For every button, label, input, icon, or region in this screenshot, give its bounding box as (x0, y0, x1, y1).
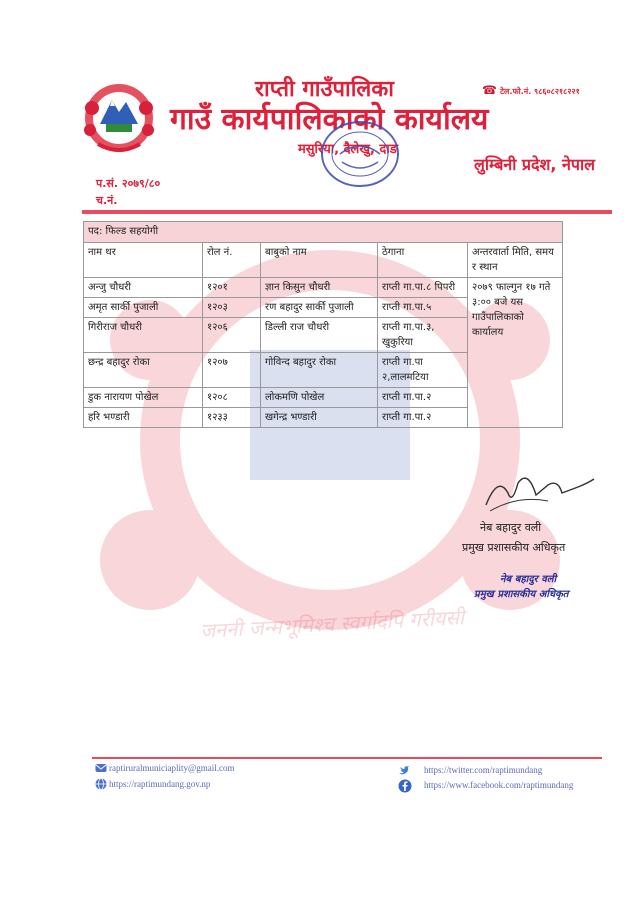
cell-address: राप्ती गा.पा.२ (378, 408, 468, 428)
cell-address: राप्ती गा.पा.३, खुकुरिया (378, 318, 468, 353)
column-header-father: बाबुको नाम (261, 243, 378, 278)
twitter-icon (398, 764, 410, 776)
cell-name: डुक नारायण पोखेल (84, 388, 203, 408)
cell-name: गिरीराज चौधरी (84, 318, 203, 353)
cell-address: राप्ती गा.पा.५ (378, 298, 468, 318)
signatory-name: नेब बहादुर वली (480, 521, 542, 534)
phone-number: टेल.फो.नं. ९८६०८२१८२२१ (500, 87, 580, 96)
cell-father: रण बहादुर सार्की पुजाली (261, 298, 378, 318)
table-row (84, 278, 563, 298)
column-header-name: नाम थर (84, 243, 203, 278)
signatory-title: प्रमुख प्रशासकीय अधिकृत (462, 541, 566, 554)
cell-interview: २०७९ फाल्गुन १७ गते ३:०० बजे यस गाउँपालिकाको कार्यालय (468, 278, 563, 428)
office-title: गाउँ कार्यपालिकाको कार्यालय (170, 102, 489, 137)
email-link[interactable]: raptiruralmuniciaplity@gmail.com (109, 763, 235, 773)
cell-name: छन्द्र बहादुर रोका (84, 353, 203, 388)
reference-number: प.सं. २०७९/८० (96, 177, 161, 190)
signature (478, 465, 598, 515)
stamp-signatory-title: प्रमुख प्रशासकीय अधिकृत (474, 589, 569, 600)
cell-roll: १२०३ (203, 298, 261, 318)
nepal-emblem-logo (78, 78, 160, 154)
footer-divider (92, 757, 602, 759)
cell-father: ज्ञान किसुन चौधरी (261, 278, 378, 298)
cell-father: डिल्ली राज चौधरी (261, 318, 378, 353)
email-icon (95, 762, 107, 774)
cell-address: राप्ती गा.पा.२ (378, 388, 468, 408)
office-address: मसुरिया, दैलेखु, दाङ (298, 142, 398, 157)
column-header-interview: अन्तरवार्ता मिति, समय र स्थान (468, 243, 563, 278)
dispatch-number: च.नं. (96, 194, 118, 207)
cell-name: अन्जु चौधरी (84, 278, 203, 298)
post-row (84, 222, 563, 243)
facebook-link[interactable]: https://www.facebook.com/raptimundang (424, 780, 574, 790)
candidate-table (83, 221, 563, 428)
column-header-roll: रोल नं. (203, 243, 261, 278)
motto-watermark: जननी जन्मभूमिश्च स्वर्गादपि गरीयसी (199, 605, 465, 643)
header-divider (82, 210, 612, 214)
cell-father: गोविन्द बहादुर रोका (261, 353, 378, 388)
office-stamp (318, 118, 402, 190)
cell-roll: १२०६ (203, 318, 261, 353)
post-title: पद: फिल्ड सहयोगी (84, 222, 563, 243)
cell-roll: १२०८ (203, 388, 261, 408)
cell-address: राप्ती गा.पा.८ पिपरी (378, 278, 468, 298)
website-link[interactable]: https://raptimundang.gov.np (109, 779, 211, 789)
column-header-address: ठेगाना (378, 243, 468, 278)
cell-roll: १२३३ (203, 408, 261, 428)
cell-father: खगेन्द्र भण्डारी (261, 408, 378, 428)
cell-roll: १२०७ (203, 353, 261, 388)
cell-father: लोकमणि पोखेल (261, 388, 378, 408)
cell-address: राप्ती गा.पा २,लालमटिया (378, 353, 468, 388)
cell-name: अमृत सार्की पुजाली (84, 298, 203, 318)
province-name: लुम्बिनी प्रदेश, नेपाल (474, 155, 596, 174)
cell-roll: १२०१ (203, 278, 261, 298)
globe-icon (95, 778, 107, 790)
stamp-signatory-name: नेब बहादुर वली (500, 574, 557, 585)
twitter-link[interactable]: https://twitter.com/raptimundang (424, 765, 543, 775)
phone-icon: ☎ (482, 83, 497, 97)
cell-name: हरि भण्डारी (84, 408, 203, 428)
municipality-name: राप्ती गाउँपालिका (255, 77, 394, 102)
header-row (84, 243, 563, 278)
facebook-icon (398, 779, 412, 793)
